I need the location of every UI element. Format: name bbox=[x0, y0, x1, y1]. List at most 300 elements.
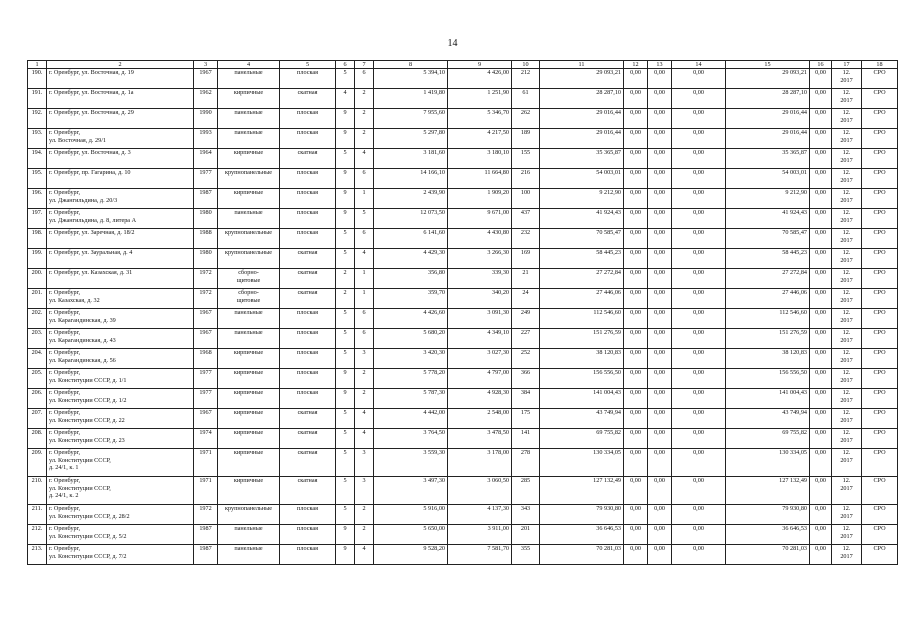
cell-roof-type: плоская bbox=[280, 129, 336, 149]
cell-total-area: 5 297,80 bbox=[374, 129, 448, 149]
cell-term: 12. 2017 bbox=[832, 129, 862, 149]
cell-entrances: 1 bbox=[355, 189, 374, 209]
cell-col15: 43 749,94 bbox=[726, 409, 810, 429]
cell-roof-type: плоская bbox=[280, 309, 336, 329]
cell-col14: 0,00 bbox=[672, 249, 726, 269]
cell-address bbox=[47, 369, 194, 389]
cell-address bbox=[47, 409, 194, 429]
cell-col13: 0,00 bbox=[648, 149, 672, 169]
column-header-17: 17 bbox=[832, 61, 862, 69]
cell-col13: 0,00 bbox=[648, 229, 672, 249]
cell-address bbox=[47, 289, 194, 309]
cell-total-area: 4 429,30 bbox=[374, 249, 448, 269]
cell-entrances: 2 bbox=[355, 389, 374, 409]
cell-residents: 227 bbox=[512, 329, 540, 349]
cell-method: СРО bbox=[862, 309, 898, 329]
cell-roof-type: плоская bbox=[280, 189, 336, 209]
cell-residents: 189 bbox=[512, 129, 540, 149]
cell-term: 12. 2017 bbox=[832, 189, 862, 209]
cell-col16: 0,00 bbox=[810, 269, 832, 289]
cell-wall-material: сборно- щитовые bbox=[218, 269, 280, 289]
cell-col15: 9 212,90 bbox=[726, 189, 810, 209]
cell-floors: 9 bbox=[336, 189, 355, 209]
cell-number: 190. bbox=[28, 69, 47, 89]
cell-col15: 38 120,83 bbox=[726, 349, 810, 369]
cell-year: 1990 bbox=[194, 109, 218, 129]
address-line: ул. Карагандинская, д. 39 bbox=[49, 316, 116, 324]
cell-col16: 0,00 bbox=[810, 209, 832, 229]
cell-entrances: 3 bbox=[355, 349, 374, 369]
cell-entrances: 4 bbox=[355, 429, 374, 449]
cell-address bbox=[47, 269, 194, 289]
cell-living-area: 3 180,10 bbox=[448, 149, 512, 169]
column-header-13: 13 bbox=[648, 61, 672, 69]
cell-entrances: 4 bbox=[355, 545, 374, 565]
column-header-14: 14 bbox=[672, 61, 726, 69]
cell-total-area: 5 680,20 bbox=[374, 329, 448, 349]
cell-address bbox=[47, 429, 194, 449]
cell-number: 209. bbox=[28, 449, 47, 477]
address-line: ул. Восточная, д. 29/1 bbox=[49, 136, 107, 144]
cell-floors: 9 bbox=[336, 545, 355, 565]
address-line: г. Оренбург, bbox=[49, 545, 81, 552]
cell-entrances: 2 bbox=[355, 129, 374, 149]
address-line: г. Оренбург, bbox=[49, 289, 81, 296]
table-row bbox=[28, 149, 898, 169]
cell-term: 12. 2017 bbox=[832, 349, 862, 369]
cell-col15: 27 272,84 bbox=[726, 269, 810, 289]
cell-address bbox=[47, 477, 194, 505]
cell-year: 1987 bbox=[194, 189, 218, 209]
cell-roof-type: плоская bbox=[280, 329, 336, 349]
cell-living-area: 1 251,90 bbox=[448, 89, 512, 109]
cell-method: СРО bbox=[862, 429, 898, 449]
cell-number: 210. bbox=[28, 477, 47, 505]
cell-address bbox=[47, 129, 194, 149]
cell-number: 206. bbox=[28, 389, 47, 409]
cell-cost: 70 585,47 bbox=[540, 229, 624, 249]
cell-roof-type: плоская bbox=[280, 69, 336, 89]
cell-total-area: 359,70 bbox=[374, 289, 448, 309]
cell-residents: 100 bbox=[512, 189, 540, 209]
cell-residents: 278 bbox=[512, 449, 540, 477]
cell-total-area: 9 528,20 bbox=[374, 545, 448, 565]
cell-col16: 0,00 bbox=[810, 349, 832, 369]
cell-living-area: 1 909,20 bbox=[448, 189, 512, 209]
cell-cost: 141 004,43 bbox=[540, 389, 624, 409]
cell-col12: 0,00 bbox=[624, 269, 648, 289]
cell-method: СРО bbox=[862, 477, 898, 505]
cell-cost: 58 445,23 bbox=[540, 249, 624, 269]
cell-living-area: 4 928,30 bbox=[448, 389, 512, 409]
cell-total-area: 3 497,30 bbox=[374, 477, 448, 505]
cell-method: СРО bbox=[862, 369, 898, 389]
cell-residents: 343 bbox=[512, 505, 540, 525]
cell-entrances: 6 bbox=[355, 309, 374, 329]
cell-col15: 79 930,80 bbox=[726, 505, 810, 525]
table-row bbox=[28, 329, 898, 349]
cell-col13: 0,00 bbox=[648, 129, 672, 149]
cell-col16: 0,00 bbox=[810, 109, 832, 129]
cell-floors: 5 bbox=[336, 69, 355, 89]
cell-wall-material: панельные bbox=[218, 329, 280, 349]
address-line: г. Оренбург, ул. Восточная, д. 1а bbox=[49, 89, 134, 96]
cell-entrances: 6 bbox=[355, 329, 374, 349]
cell-number: 211. bbox=[28, 505, 47, 525]
cell-number: 212. bbox=[28, 525, 47, 545]
cell-col13: 0,00 bbox=[648, 389, 672, 409]
cell-col14: 0,00 bbox=[672, 449, 726, 477]
table-row bbox=[28, 309, 898, 329]
page-number: 14 bbox=[447, 38, 458, 49]
address-line: ул. Конституции СССР, д. 28/2 bbox=[49, 512, 130, 520]
cell-living-area: 9 671,00 bbox=[448, 209, 512, 229]
cell-address bbox=[47, 349, 194, 369]
cell-total-area: 3 764,50 bbox=[374, 429, 448, 449]
cell-year: 1968 bbox=[194, 349, 218, 369]
cell-term: 12. 2017 bbox=[832, 429, 862, 449]
column-header-2: 2 bbox=[47, 61, 194, 69]
cell-total-area: 1 419,80 bbox=[374, 89, 448, 109]
cell-col12: 0,00 bbox=[624, 449, 648, 477]
cell-living-area: 4 137,30 bbox=[448, 505, 512, 525]
cell-wall-material: панельные bbox=[218, 69, 280, 89]
cell-living-area: 3 060,50 bbox=[448, 477, 512, 505]
cell-method: СРО bbox=[862, 89, 898, 109]
cell-col13: 0,00 bbox=[648, 329, 672, 349]
cell-col16: 0,00 bbox=[810, 329, 832, 349]
address-line: ул. Конституции СССР, д. 5/2 bbox=[49, 532, 127, 540]
cell-year: 1971 bbox=[194, 477, 218, 505]
cell-method: СРО bbox=[862, 269, 898, 289]
cell-term: 12. 2017 bbox=[832, 309, 862, 329]
cell-entrances: 2 bbox=[355, 505, 374, 525]
cell-living-area: 4 349,10 bbox=[448, 329, 512, 349]
cell-residents: 21 bbox=[512, 269, 540, 289]
cell-col12: 0,00 bbox=[624, 129, 648, 149]
table-row bbox=[28, 89, 898, 109]
cell-col16: 0,00 bbox=[810, 409, 832, 429]
cell-cost: 27 272,84 bbox=[540, 269, 624, 289]
cell-col16: 0,00 bbox=[810, 149, 832, 169]
cell-number: 197. bbox=[28, 209, 47, 229]
cell-number: 205. bbox=[28, 369, 47, 389]
cell-living-area: 4 797,00 bbox=[448, 369, 512, 389]
cell-floors: 9 bbox=[336, 109, 355, 129]
cell-col14: 0,00 bbox=[672, 525, 726, 545]
cell-wall-material: кирпичные bbox=[218, 149, 280, 169]
table-row bbox=[28, 269, 898, 289]
cell-col15: 127 132,49 bbox=[726, 477, 810, 505]
cell-col15: 70 281,03 bbox=[726, 545, 810, 565]
address-line: г. Оренбург, bbox=[49, 349, 81, 356]
cell-term: 12. 2017 bbox=[832, 229, 862, 249]
cell-cost: 36 646,53 bbox=[540, 525, 624, 545]
cell-entrances: 3 bbox=[355, 477, 374, 505]
cell-col14: 0,00 bbox=[672, 269, 726, 289]
cell-wall-material: кирпичные bbox=[218, 369, 280, 389]
cell-year: 1980 bbox=[194, 249, 218, 269]
cell-method: СРО bbox=[862, 409, 898, 429]
cell-col14: 0,00 bbox=[672, 89, 726, 109]
table-row bbox=[28, 545, 898, 565]
cell-roof-type: скатная bbox=[280, 477, 336, 505]
cell-method: СРО bbox=[862, 545, 898, 565]
cell-number: 193. bbox=[28, 129, 47, 149]
address-line: г. Оренбург, ул. Казахская, д. 31 bbox=[49, 269, 133, 276]
cell-wall-material: крупнопанельные bbox=[218, 505, 280, 525]
address-line: г. Оренбург, bbox=[49, 409, 81, 416]
cell-col12: 0,00 bbox=[624, 209, 648, 229]
cell-col12: 0,00 bbox=[624, 249, 648, 269]
cell-col12: 0,00 bbox=[624, 169, 648, 189]
column-header-18: 18 bbox=[862, 61, 898, 69]
cell-floors: 2 bbox=[336, 289, 355, 309]
cell-number: 207. bbox=[28, 409, 47, 429]
cell-total-area: 5 916,00 bbox=[374, 505, 448, 525]
cell-col16: 0,00 bbox=[810, 249, 832, 269]
cell-residents: 141 bbox=[512, 429, 540, 449]
address-line: г. Оренбург, пр. Гагарина, д. 10 bbox=[49, 169, 131, 176]
cell-floors: 5 bbox=[336, 477, 355, 505]
cell-col16: 0,00 bbox=[810, 505, 832, 525]
table-row bbox=[28, 505, 898, 525]
cell-col13: 0,00 bbox=[648, 477, 672, 505]
cell-residents: 175 bbox=[512, 409, 540, 429]
column-header-7: 7 bbox=[355, 61, 374, 69]
cell-residents: 169 bbox=[512, 249, 540, 269]
cell-address bbox=[47, 169, 194, 189]
cell-total-area: 5 394,10 bbox=[374, 69, 448, 89]
cell-method: СРО bbox=[862, 189, 898, 209]
cell-term: 12. 2017 bbox=[832, 369, 862, 389]
table-row bbox=[28, 409, 898, 429]
cell-roof-type: скатная bbox=[280, 269, 336, 289]
table-row bbox=[28, 349, 898, 369]
address-line: г. Оренбург, bbox=[49, 369, 81, 376]
cell-total-area: 4 426,60 bbox=[374, 309, 448, 329]
cell-address bbox=[47, 89, 194, 109]
address-line: г. Оренбург, bbox=[49, 209, 81, 216]
cell-cost: 41 924,43 bbox=[540, 209, 624, 229]
cell-cost: 112 546,60 bbox=[540, 309, 624, 329]
cell-year: 1967 bbox=[194, 409, 218, 429]
cell-wall-material: кирпичные bbox=[218, 389, 280, 409]
cell-number: 195. bbox=[28, 169, 47, 189]
cell-roof-type: плоская bbox=[280, 169, 336, 189]
cell-col12: 0,00 bbox=[624, 369, 648, 389]
cell-floors: 2 bbox=[336, 269, 355, 289]
cell-residents: 216 bbox=[512, 169, 540, 189]
address-line: г. Оренбург, bbox=[49, 389, 81, 396]
cell-col12: 0,00 bbox=[624, 309, 648, 329]
cell-col13: 0,00 bbox=[648, 449, 672, 477]
cell-number: 191. bbox=[28, 89, 47, 109]
cell-floors: 4 bbox=[336, 89, 355, 109]
cell-col13: 0,00 bbox=[648, 349, 672, 369]
cell-year: 1974 bbox=[194, 429, 218, 449]
cell-cost: 69 755,82 bbox=[540, 429, 624, 449]
cell-col12: 0,00 bbox=[624, 189, 648, 209]
cell-living-area: 3 478,50 bbox=[448, 429, 512, 449]
cell-wall-material: кирпичные bbox=[218, 89, 280, 109]
cell-floors: 5 bbox=[336, 309, 355, 329]
cell-number: 204. bbox=[28, 349, 47, 369]
table-row bbox=[28, 229, 898, 249]
cell-col14: 0,00 bbox=[672, 329, 726, 349]
cell-residents: 355 bbox=[512, 545, 540, 565]
cell-address bbox=[47, 189, 194, 209]
cell-residents: 285 bbox=[512, 477, 540, 505]
cell-col12: 0,00 bbox=[624, 229, 648, 249]
cell-residents: 262 bbox=[512, 109, 540, 129]
cell-roof-type: плоская bbox=[280, 389, 336, 409]
cell-number: 196. bbox=[28, 189, 47, 209]
cell-cost: 127 132,49 bbox=[540, 477, 624, 505]
cell-col16: 0,00 bbox=[810, 69, 832, 89]
cell-total-area: 3 559,30 bbox=[374, 449, 448, 477]
cell-term: 12. 2017 bbox=[832, 505, 862, 525]
cell-method: СРО bbox=[862, 349, 898, 369]
cell-floors: 9 bbox=[336, 129, 355, 149]
column-header-15: 15 bbox=[726, 61, 810, 69]
cell-address bbox=[47, 109, 194, 129]
cell-col16: 0,00 bbox=[810, 289, 832, 309]
cell-floors: 5 bbox=[336, 409, 355, 429]
table-row bbox=[28, 525, 898, 545]
cell-number: 198. bbox=[28, 229, 47, 249]
cell-wall-material: панельные bbox=[218, 545, 280, 565]
cell-col14: 0,00 bbox=[672, 229, 726, 249]
cell-term: 12. 2017 bbox=[832, 449, 862, 477]
address-line: ул. Джангильдина, д. 8, литера А bbox=[49, 216, 137, 224]
cell-roof-type: плоская bbox=[280, 505, 336, 525]
cell-wall-material: кирпичные bbox=[218, 477, 280, 505]
address-line: г. Оренбург, ул. Восточная, д. 19 bbox=[49, 69, 134, 76]
cell-entrances: 6 bbox=[355, 169, 374, 189]
cell-living-area: 5 346,70 bbox=[448, 109, 512, 129]
cell-floors: 5 bbox=[336, 329, 355, 349]
cell-total-area: 3 420,30 bbox=[374, 349, 448, 369]
cell-total-area: 6 141,60 bbox=[374, 229, 448, 249]
cell-living-area: 4 426,00 bbox=[448, 69, 512, 89]
cell-address bbox=[47, 505, 194, 525]
cell-term: 12. 2017 bbox=[832, 249, 862, 269]
cell-entrances: 2 bbox=[355, 89, 374, 109]
address-line: г. Оренбург, bbox=[49, 329, 81, 336]
address-line: ул. Конституции СССР, bbox=[49, 456, 111, 464]
cell-col15: 36 646,53 bbox=[726, 525, 810, 545]
cell-roof-type: плоская bbox=[280, 349, 336, 369]
cell-roof-type: плоская bbox=[280, 525, 336, 545]
cell-living-area: 340,20 bbox=[448, 289, 512, 309]
cell-term: 12. 2017 bbox=[832, 69, 862, 89]
cell-entrances: 5 bbox=[355, 209, 374, 229]
table-row bbox=[28, 289, 898, 309]
cell-year: 1993 bbox=[194, 129, 218, 149]
cell-living-area: 2 548,00 bbox=[448, 409, 512, 429]
cell-living-area: 4 430,80 bbox=[448, 229, 512, 249]
cell-entrances: 6 bbox=[355, 229, 374, 249]
cell-col15: 54 003,01 bbox=[726, 169, 810, 189]
cell-residents: 24 bbox=[512, 289, 540, 309]
cell-floors: 5 bbox=[336, 249, 355, 269]
cell-entrances: 2 bbox=[355, 525, 374, 545]
address-line: ул. Джангильдина, д. 20/3 bbox=[49, 196, 118, 204]
cell-term: 12. 2017 bbox=[832, 149, 862, 169]
address-line: г. Оренбург, ул. Восточная, д. 3 bbox=[49, 149, 131, 156]
cell-year: 1971 bbox=[194, 449, 218, 477]
cell-entrances: 2 bbox=[355, 109, 374, 129]
cell-method: СРО bbox=[862, 329, 898, 349]
cell-col14: 0,00 bbox=[672, 169, 726, 189]
cell-year: 1972 bbox=[194, 289, 218, 309]
cell-residents: 201 bbox=[512, 525, 540, 545]
cell-cost: 29 093,21 bbox=[540, 69, 624, 89]
cell-address bbox=[47, 69, 194, 89]
address-line: ул. Конституции СССР, д. 1/1 bbox=[49, 376, 127, 384]
cell-col13: 0,00 bbox=[648, 409, 672, 429]
cell-term: 12. 2017 bbox=[832, 169, 862, 189]
cell-floors: 9 bbox=[336, 369, 355, 389]
table-row bbox=[28, 477, 898, 505]
cell-cost: 156 556,50 bbox=[540, 369, 624, 389]
cell-col16: 0,00 bbox=[810, 189, 832, 209]
cell-col13: 0,00 bbox=[648, 429, 672, 449]
cell-col16: 0,00 bbox=[810, 89, 832, 109]
column-header-11: 11 bbox=[540, 61, 624, 69]
cell-col13: 0,00 bbox=[648, 69, 672, 89]
address-line: г. Оренбург, bbox=[49, 525, 81, 532]
table-row bbox=[28, 189, 898, 209]
cell-roof-type: скатная bbox=[280, 89, 336, 109]
cell-term: 12. 2017 bbox=[832, 409, 862, 429]
cell-method: СРО bbox=[862, 525, 898, 545]
cell-living-area: 3 091,30 bbox=[448, 309, 512, 329]
cell-col12: 0,00 bbox=[624, 349, 648, 369]
table-row bbox=[28, 249, 898, 269]
column-header-4: 4 bbox=[218, 61, 280, 69]
cell-method: СРО bbox=[862, 229, 898, 249]
cell-method: СРО bbox=[862, 289, 898, 309]
cell-number: 200. bbox=[28, 269, 47, 289]
cell-year: 1967 bbox=[194, 69, 218, 89]
cell-wall-material: кирпичные bbox=[218, 409, 280, 429]
cell-col16: 0,00 bbox=[810, 449, 832, 477]
cell-col14: 0,00 bbox=[672, 209, 726, 229]
cell-year: 1977 bbox=[194, 169, 218, 189]
cell-cost: 151 276,59 bbox=[540, 329, 624, 349]
cell-col16: 0,00 bbox=[810, 169, 832, 189]
cell-term: 12. 2017 bbox=[832, 477, 862, 505]
column-header-16: 16 bbox=[810, 61, 832, 69]
cell-floors: 9 bbox=[336, 525, 355, 545]
cell-col15: 70 585,47 bbox=[726, 229, 810, 249]
cell-address bbox=[47, 545, 194, 565]
cell-col13: 0,00 bbox=[648, 545, 672, 565]
cell-number: 194. bbox=[28, 149, 47, 169]
cell-col14: 0,00 bbox=[672, 505, 726, 525]
cell-col13: 0,00 bbox=[648, 249, 672, 269]
cell-col12: 0,00 bbox=[624, 389, 648, 409]
cell-roof-type: плоская bbox=[280, 109, 336, 129]
cell-term: 12. 2017 bbox=[832, 545, 862, 565]
column-header-3: 3 bbox=[194, 61, 218, 69]
cell-col12: 0,00 bbox=[624, 409, 648, 429]
table-row bbox=[28, 129, 898, 149]
address-line: ул. Карагандинская, д. 43 bbox=[49, 336, 116, 344]
cell-roof-type: плоская bbox=[280, 209, 336, 229]
